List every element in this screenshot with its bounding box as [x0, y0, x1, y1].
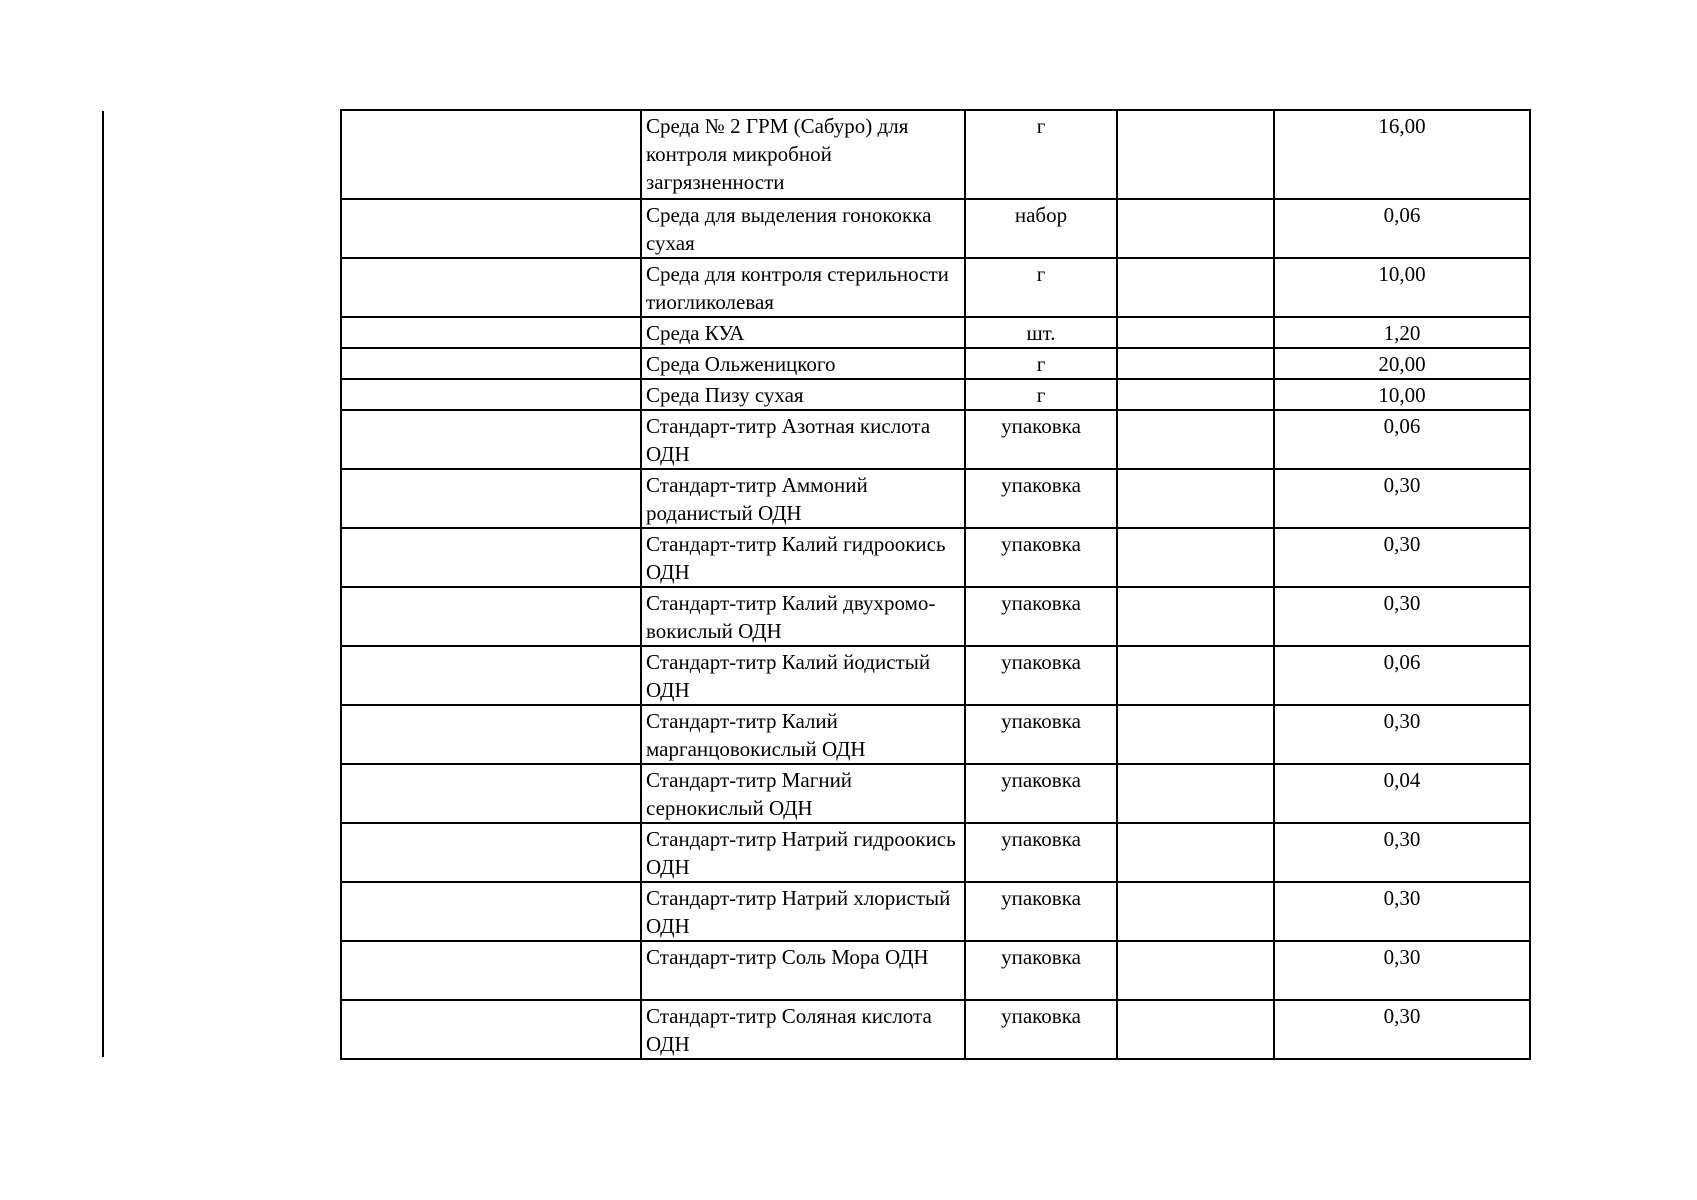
empty-cell	[1117, 348, 1274, 379]
item-name-cell: Стандарт-титр Калий йодистый ОДН	[641, 646, 965, 705]
item-name-cell: Стандарт-титр Натрий гидроокись ОДН	[641, 823, 965, 882]
table-row	[341, 348, 1530, 379]
quantity-cell: 0,06	[1274, 199, 1530, 258]
table-row	[341, 110, 1530, 199]
table-row	[341, 764, 1530, 823]
empty-cell	[341, 1000, 641, 1059]
empty-cell	[341, 110, 641, 199]
empty-cell	[1117, 764, 1274, 823]
unit-cell: г	[965, 379, 1117, 410]
empty-cell	[1117, 587, 1274, 646]
item-name-cell: Стандарт-титр Соль Мора ОДН	[641, 941, 965, 1000]
empty-cell	[1117, 823, 1274, 882]
quantity-cell: 1,20	[1274, 317, 1530, 348]
quantity-cell: 16,00	[1274, 110, 1530, 199]
table-row	[341, 823, 1530, 882]
empty-cell	[341, 764, 641, 823]
item-name-cell: Среда № 2 ГРМ (Сабуро) для контроля микробной загрязненности	[641, 110, 965, 199]
table-row	[341, 258, 1530, 317]
empty-cell	[1117, 317, 1274, 348]
empty-cell	[1117, 882, 1274, 941]
empty-cell	[341, 317, 641, 348]
unit-cell: набор	[965, 199, 1117, 258]
quantity-cell: 0,06	[1274, 646, 1530, 705]
quantity-cell: 0,30	[1274, 469, 1530, 528]
empty-cell	[1117, 469, 1274, 528]
empty-cell	[341, 410, 641, 469]
empty-cell	[1117, 646, 1274, 705]
table-row	[341, 941, 1530, 1000]
item-name-cell: Стандарт-титр Магний сернокислый ОДН	[641, 764, 965, 823]
item-name-cell: Среда для контроля стерильности тиогликолевая	[641, 258, 965, 317]
quantity-cell: 0,30	[1274, 882, 1530, 941]
unit-cell: упаковка	[965, 1000, 1117, 1059]
item-name-cell: Стандарт-титр Калий марганцовокислый ОДН	[641, 705, 965, 764]
item-name-cell: Стандарт-титр Аммоний роданистый ОДН	[641, 469, 965, 528]
table-row	[341, 587, 1530, 646]
table-row	[341, 1000, 1530, 1059]
unit-cell: упаковка	[965, 882, 1117, 941]
unit-cell: упаковка	[965, 705, 1117, 764]
empty-cell	[1117, 199, 1274, 258]
item-name-cell: Стандарт-титр Азотная кислота ОДН	[641, 410, 965, 469]
unit-cell: г	[965, 348, 1117, 379]
quantity-cell: 0,06	[1274, 410, 1530, 469]
empty-cell	[341, 587, 641, 646]
reagent-table-body	[341, 110, 1530, 1059]
item-name-cell: Среда Пизу сухая	[641, 379, 965, 410]
empty-cell	[341, 528, 641, 587]
reagent-table	[340, 109, 1531, 1060]
item-name-cell: Стандарт-титр Соляная кислота ОДН	[641, 1000, 965, 1059]
quantity-cell: 0,30	[1274, 1000, 1530, 1059]
table-row	[341, 646, 1530, 705]
empty-cell	[1117, 528, 1274, 587]
empty-cell	[341, 348, 641, 379]
empty-cell	[341, 258, 641, 317]
unit-cell: упаковка	[965, 646, 1117, 705]
table-row	[341, 379, 1530, 410]
table-row	[341, 317, 1530, 348]
unit-cell: упаковка	[965, 941, 1117, 1000]
empty-cell	[1117, 1000, 1274, 1059]
unit-cell: шт.	[965, 317, 1117, 348]
unit-cell: г	[965, 258, 1117, 317]
quantity-cell: 10,00	[1274, 379, 1530, 410]
empty-cell	[341, 469, 641, 528]
quantity-cell: 0,04	[1274, 764, 1530, 823]
table-row	[341, 469, 1530, 528]
item-name-cell: Среда Ольженицкого	[641, 348, 965, 379]
table-row	[341, 410, 1530, 469]
empty-cell	[1117, 110, 1274, 199]
unit-cell: упаковка	[965, 469, 1117, 528]
empty-cell	[1117, 410, 1274, 469]
item-name-cell: Стандарт-титр Калий гидроокись ОДН	[641, 528, 965, 587]
quantity-cell: 10,00	[1274, 258, 1530, 317]
empty-cell	[1117, 941, 1274, 1000]
empty-cell	[341, 882, 641, 941]
empty-cell	[341, 199, 641, 258]
unit-cell: упаковка	[965, 410, 1117, 469]
quantity-cell: 0,30	[1274, 941, 1530, 1000]
quantity-cell: 0,30	[1274, 823, 1530, 882]
empty-cell	[341, 705, 641, 764]
empty-cell	[341, 941, 641, 1000]
empty-cell	[341, 379, 641, 410]
empty-cell	[1117, 379, 1274, 410]
item-name-cell: Среда КУА	[641, 317, 965, 348]
table-row	[341, 882, 1530, 941]
unit-cell: упаковка	[965, 528, 1117, 587]
empty-cell	[341, 646, 641, 705]
quantity-cell: 20,00	[1274, 348, 1530, 379]
item-name-cell: Стандарт-титр Калий двухромо-вокислый ОДН	[641, 587, 965, 646]
empty-cell	[341, 823, 641, 882]
empty-cell	[1117, 258, 1274, 317]
unit-cell: упаковка	[965, 587, 1117, 646]
quantity-cell: 0,30	[1274, 705, 1530, 764]
table-row	[341, 199, 1530, 258]
item-name-cell: Стандарт-титр Натрий хлористый ОДН	[641, 882, 965, 941]
table-row	[341, 705, 1530, 764]
unit-cell: упаковка	[965, 823, 1117, 882]
quantity-cell: 0,30	[1274, 587, 1530, 646]
page-margin-line	[102, 111, 104, 1057]
unit-cell: г	[965, 110, 1117, 199]
empty-cell	[1117, 705, 1274, 764]
item-name-cell: Среда для выделения гонококка сухая	[641, 199, 965, 258]
unit-cell: упаковка	[965, 764, 1117, 823]
table-row	[341, 528, 1530, 587]
quantity-cell: 0,30	[1274, 528, 1530, 587]
